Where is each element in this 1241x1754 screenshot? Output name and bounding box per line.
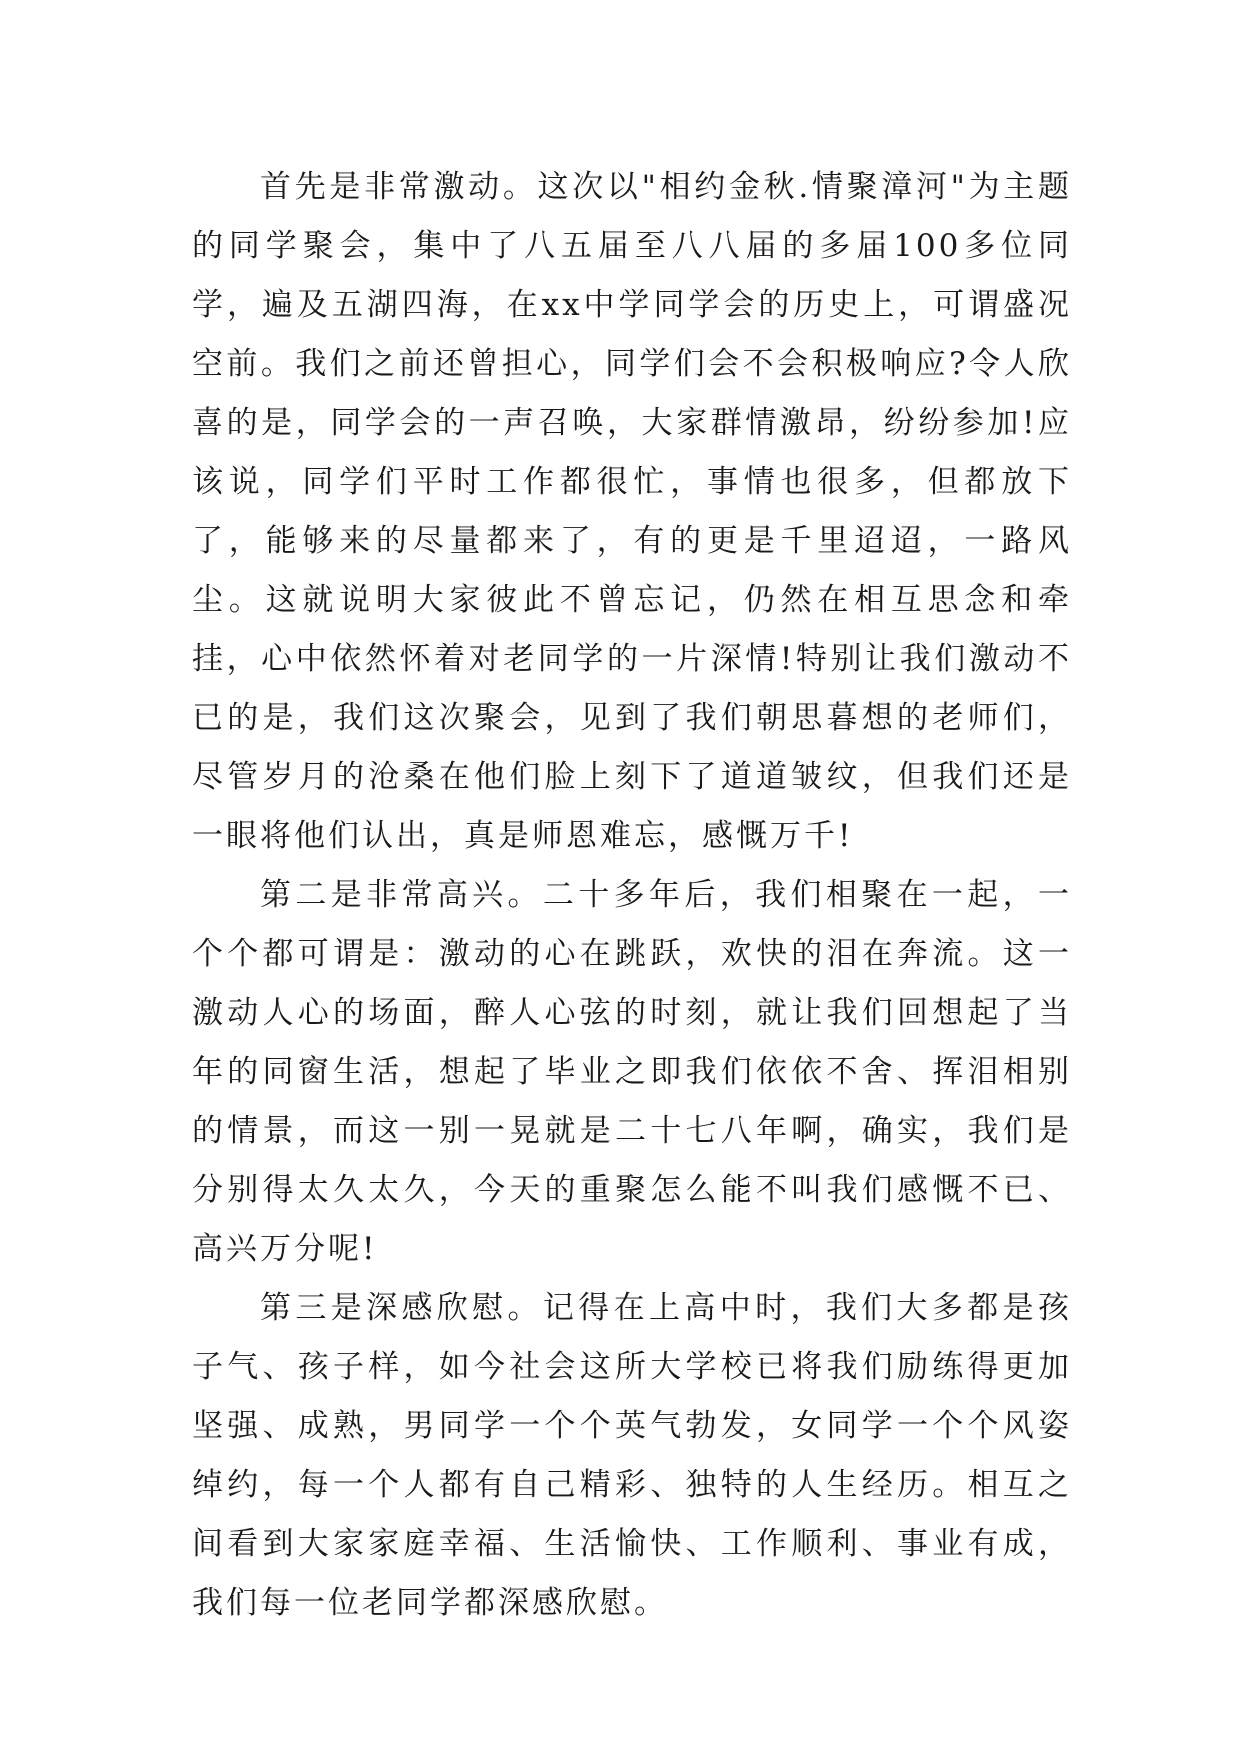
document-body [192,158,1072,1633]
paragraph-excitement: 首先是非常激动。这次以"相约金秋.情聚漳河"为主题的同学聚会，集中了八五届至八八届的多届100多位同学，遍及五湖四海，在xx中学同学会的历史上，可谓盛况空前。我们之前还曾担心，同学们会不会积极响应?令人欣喜的是，同学会的一声召唤，大家群情激昂，纷纷参加!应该说，同学们平时工作都很忙，事情也很多，但都放下了，能够来的尽量都来了，有的更是千里迢迢，一路风尘。这就说明大家彼此不曾忘记，仍然在相互思念和牵挂，心中依然怀着对老同学的一片深情!特别让我们激动不已的是，我们这次聚会，见到了我们朝思暮想的老师们，尽管岁月的沧桑在他们脸上刻下了道道皱纹，但我们还是一眼将他们认出，真是师恩难忘，感慨万千! [192,169,1072,854]
paragraph-happiness: 第二是非常高兴。二十多年后，我们相聚在一起，一个个都可谓是：激动的心在跳跃，欢快的泪在奔流。这一激动人心的场面，醉人心弦的时刻，就让我们回想起了当年的同窗生活，想起了毕业之即我们依依不舍、挥泪相别的情景，而这一别一晃就是二十七八年啊，确实，我们是分别得太久太久，今天的重聚怎么能不叫我们感慨不已、高兴万分呢! [192,877,1072,1267]
paragraph-gratification: 第三是深感欣慰。记得在上高中时，我们大多都是孩子气、孩子样，如今社会这所大学校已将我们励练得更加坚强、成熟，男同学一个个英气勃发，女同学一个个风姿绰约，每一个人都有自己精彩、独特的人生经历。相互之间看到大家家庭幸福、生活愉快、工作顺利、事业有成，我们每一位老同学都深感欣慰。 [192,1290,1072,1621]
